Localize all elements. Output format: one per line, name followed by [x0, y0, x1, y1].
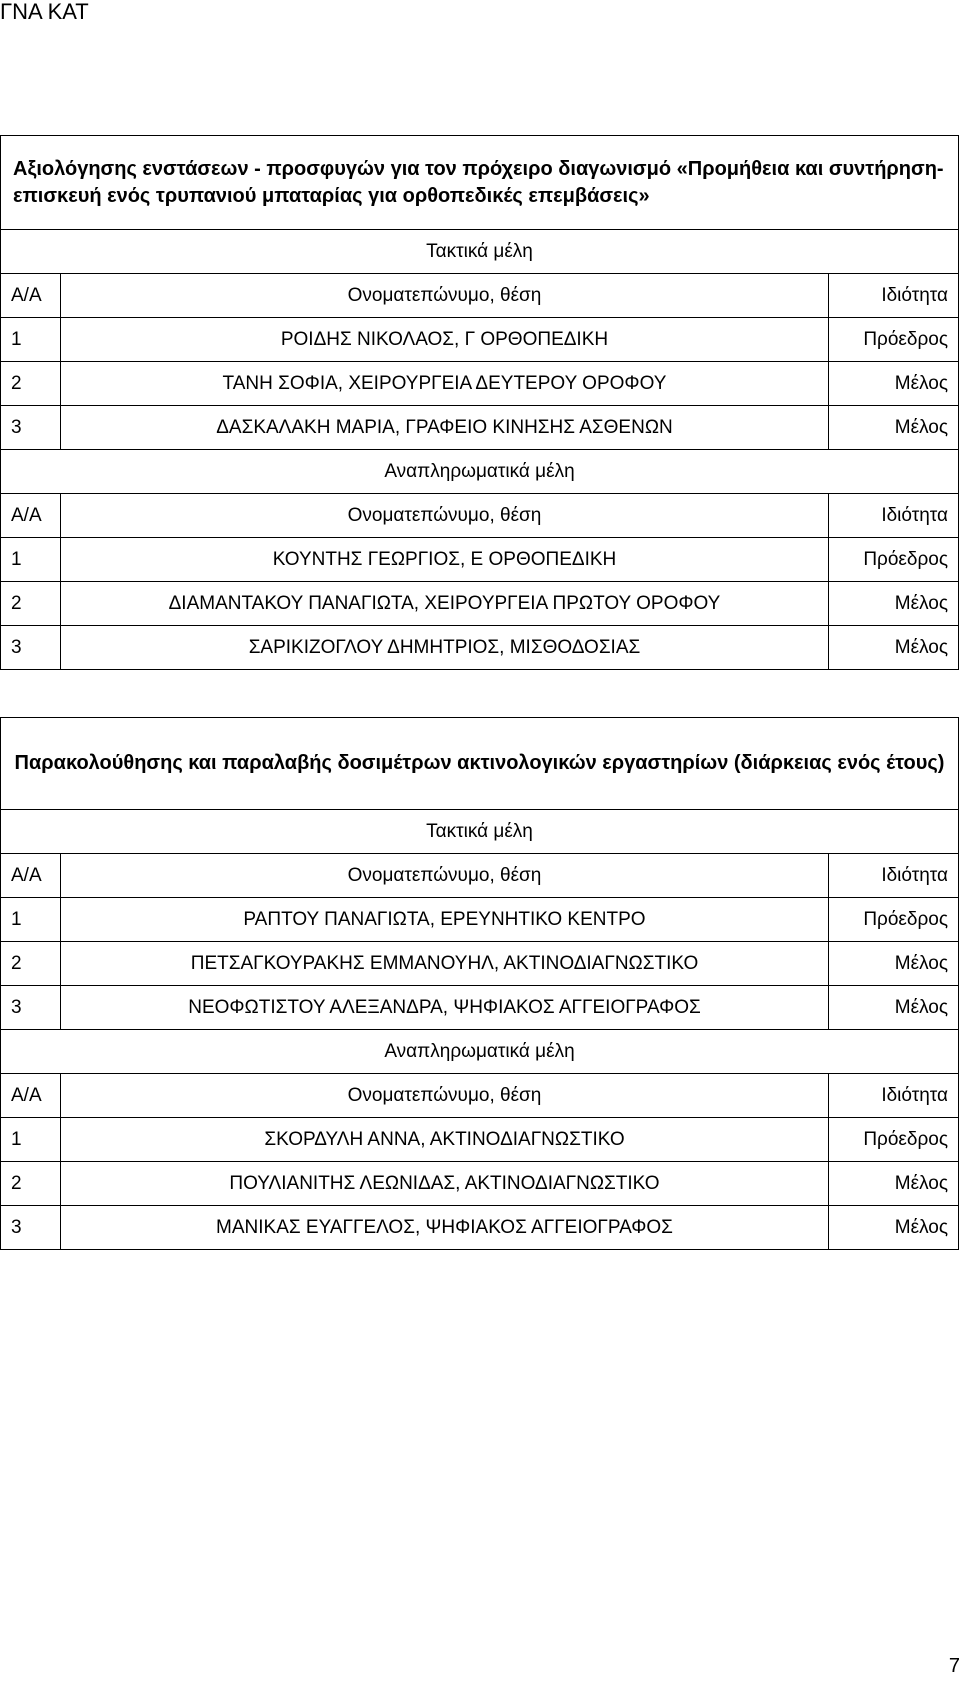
row-num: 1: [1, 318, 61, 362]
row-role: Μέλος: [828, 406, 958, 450]
table-row: [1, 1206, 959, 1250]
header-role: Ιδιότητα: [828, 274, 958, 318]
table-row: [1, 1118, 959, 1162]
table-row: [1, 582, 959, 626]
row-num: 3: [1, 986, 61, 1030]
table-header-row: [1, 274, 959, 318]
table-header-row: [1, 854, 959, 898]
header-name: Ονοματεπώνυμο, θέση: [61, 854, 829, 898]
row-num: 2: [1, 582, 61, 626]
header-name: Ονοματεπώνυμο, θέση: [61, 1074, 829, 1118]
row-role: Μέλος: [828, 942, 958, 986]
row-role: Πρόεδρος: [828, 1118, 958, 1162]
section-label-alternate: Αναπληρωματικά μέλη: [1, 450, 959, 494]
row-name: ΚΟΥΝΤΗΣ ΓΕΩΡΓΙΟΣ, Ε ΟΡΘΟΠΕΔΙΚΗ: [61, 538, 829, 582]
header-num: Α/Α: [1, 854, 61, 898]
table-row: [1, 942, 959, 986]
committee-table: [0, 717, 959, 1250]
header-role: Ιδιότητα: [828, 854, 958, 898]
row-role: Πρόεδρος: [828, 898, 958, 942]
header-num: Α/Α: [1, 1074, 61, 1118]
row-name: ΣΑΡΙΚΙΖΟΓΛΟΥ ΔΗΜΗΤΡΙΟΣ, ΜΙΣΘΟΔΟΣΙΑΣ: [61, 626, 829, 670]
header-role: Ιδιότητα: [828, 494, 958, 538]
page-number: 7: [948, 1655, 960, 1677]
header-num: Α/Α: [1, 494, 61, 538]
row-name: ΝΕΟΦΩΤΙΣΤΟΥ ΑΛΕΞΑΝΔΡΑ, ΨΗΦΙΑΚΟΣ ΑΓΓΕΙΟΓΡΑΦΟΣ: [61, 986, 829, 1030]
table-row: [1, 538, 959, 582]
header-num: Α/Α: [1, 274, 61, 318]
section-label-regular: Τακτικά μέλη: [1, 230, 959, 274]
row-name: ΜΑΝΙΚΑΣ ΕΥΑΓΓΕΛΟΣ, ΨΗΦΙΑΚΟΣ ΑΓΓΕΙΟΓΡΑΦΟΣ: [61, 1206, 829, 1250]
row-name: ΔΑΣΚΑΛΑΚΗ ΜΑΡΙΑ, ΓΡΑΦΕΙΟ ΚΙΝΗΣΗΣ ΑΣΘΕΝΩΝ: [61, 406, 829, 450]
row-num: 1: [1, 898, 61, 942]
row-num: 2: [1, 1162, 61, 1206]
row-num: 3: [1, 626, 61, 670]
row-name: ΠΕΤΣΑΓΚΟΥΡΑΚΗΣ ΕΜΜΑΝΟΥΗΛ, ΑΚΤΙΝΟΔΙΑΓΝΩΣΤΙΚΟ: [61, 942, 829, 986]
row-role: Μέλος: [828, 986, 958, 1030]
committee-table: [0, 135, 959, 670]
table-row: [1, 986, 959, 1030]
table-row: [1, 362, 959, 406]
row-num: 1: [1, 538, 61, 582]
committee-title: Αξιολόγησης ενστάσεων - προσφυγών για τον πρόχειρο διαγωνισμό «Προμήθεια και συντήρηση-επισκευή ενός τρυπανιού μπαταρίας για ορθοπεδικές επεμβάσεις»: [1, 136, 959, 230]
table-row: [1, 406, 959, 450]
table-row: [1, 318, 959, 362]
section-label-alternate: Αναπληρωματικά μέλη: [1, 1030, 959, 1074]
header-name: Ονοματεπώνυμο, θέση: [61, 494, 829, 538]
row-num: 2: [1, 942, 61, 986]
row-role: Πρόεδρος: [828, 318, 958, 362]
table-row: [1, 898, 959, 942]
table-header-row: [1, 1074, 959, 1118]
header-name: Ονοματεπώνυμο, θέση: [61, 274, 829, 318]
section-label-regular: Τακτικά μέλη: [1, 810, 959, 854]
row-name: ΡΑΠΤΟΥ ΠΑΝΑΓΙΩΤΑ, ΕΡΕΥΝΗΤΙΚΟ ΚΕΝΤΡΟ: [61, 898, 829, 942]
row-role: Μέλος: [828, 1206, 958, 1250]
header-role: Ιδιότητα: [828, 1074, 958, 1118]
row-role: Μέλος: [828, 582, 958, 626]
table-row: [1, 1162, 959, 1206]
row-num: 2: [1, 362, 61, 406]
row-num: 3: [1, 406, 61, 450]
row-num: 1: [1, 1118, 61, 1162]
row-role: Πρόεδρος: [828, 538, 958, 582]
row-name: ΔΙΑΜΑΝΤΑΚΟΥ ΠΑΝΑΓΙΩΤΑ, ΧΕΙΡΟΥΡΓΕΙΑ ΠΡΩΤΟΥ ΟΡΟΦΟΥ: [61, 582, 829, 626]
document-header: ΓΝΑ ΚΑΤ: [0, 0, 89, 24]
table-row: [1, 626, 959, 670]
row-role: Μέλος: [828, 362, 958, 406]
committee-title: Παρακολούθησης και παραλαβής δοσιμέτρων ακτινολογικών εργαστηρίων (διάρκειας ενός έτους): [1, 718, 959, 810]
row-name: ΤΑΝΗ ΣΟΦΙΑ, ΧΕΙΡΟΥΡΓΕΙΑ ΔΕΥΤΕΡΟΥ ΟΡΟΦΟΥ: [61, 362, 829, 406]
table-header-row: [1, 494, 959, 538]
row-num: 3: [1, 1206, 61, 1250]
row-name: ΣΚΟΡΔΥΛΗ ΑΝΝΑ, ΑΚΤΙΝΟΔΙΑΓΝΩΣΤΙΚΟ: [61, 1118, 829, 1162]
row-role: Μέλος: [828, 626, 958, 670]
row-name: ΠΟΥΛΙΑΝΙΤΗΣ ΛΕΩΝΙΔΑΣ, ΑΚΤΙΝΟΔΙΑΓΝΩΣΤΙΚΟ: [61, 1162, 829, 1206]
row-name: ΡΟΙΔΗΣ ΝΙΚΟΛΑΟΣ, Γ ΟΡΘΟΠΕΔΙΚΗ: [61, 318, 829, 362]
row-role: Μέλος: [828, 1162, 958, 1206]
